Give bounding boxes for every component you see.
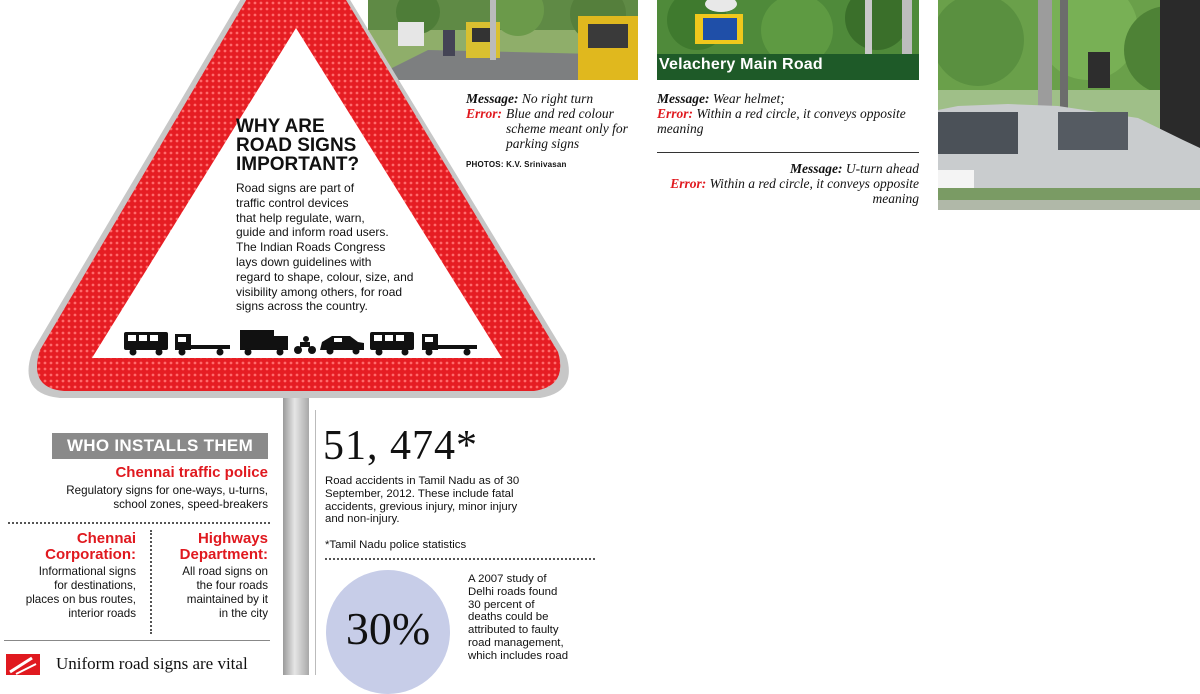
sign-body-line: signs across the country. <box>236 299 368 314</box>
who-bottom-rule <box>4 640 270 641</box>
error-text: Within a red circle, it conveys opposite meaning <box>657 106 906 136</box>
sign-title-line-1: WHY ARE <box>236 116 325 137</box>
message-text: Wear helmet; <box>712 91 785 106</box>
study-line: deaths could be <box>468 611 549 624</box>
tow-truck-icon <box>175 334 230 356</box>
chennai-corporation-heading <box>4 531 136 563</box>
study-line: road management, <box>468 636 564 649</box>
message-text: U-turn ahead <box>845 161 919 176</box>
sign-caption-velachery: Velachery Main Road <box>659 56 823 73</box>
hwy-line: maintained by it <box>186 593 268 606</box>
accidents-line: Road accidents in Tamil Nadu as of 30 <box>325 475 520 487</box>
corp-line: interior roads <box>68 607 136 620</box>
accidents-line: September, 2012. These include fatal <box>325 487 514 500</box>
sign-body-line: visibility among others, for road <box>236 284 403 299</box>
stats-left-rule <box>315 410 316 675</box>
hwy-line: All road signs on <box>182 565 268 578</box>
study-line: A 2007 study of <box>468 573 547 585</box>
accidents-description <box>325 475 595 526</box>
truck-icon <box>240 330 288 356</box>
red-logo-icon <box>6 654 40 675</box>
error-label: Error: <box>466 106 503 121</box>
photo-wear-helmet <box>657 0 919 80</box>
caption-u-turn <box>657 161 919 206</box>
corporation-description <box>4 565 136 621</box>
bus-icon <box>370 332 414 356</box>
sign-title-line-2: ROAD SIGNS <box>236 135 357 156</box>
car-icon <box>320 336 364 355</box>
sign-body <box>236 181 466 314</box>
chennai-traffic-police-heading: Chennai traffic police <box>115 464 268 481</box>
who-installs-heading: WHO INSTALLS THEM <box>52 433 268 459</box>
message-label: Message: <box>657 91 710 106</box>
caption-wear-helmet <box>657 91 919 136</box>
corp-line: places on bus routes, <box>25 593 136 606</box>
police-line: Regulatory signs for one-ways, u-turns, <box>66 484 268 497</box>
who-divider <box>8 522 270 524</box>
sign-title-line-3: IMPORTANT? <box>236 154 360 175</box>
accidents-number: 51, 474* <box>323 423 478 469</box>
bus-icon <box>124 332 168 356</box>
tow-truck-icon <box>422 334 477 356</box>
police-line: school zones, speed-breakers <box>113 498 268 511</box>
hwy-name-line: Department: <box>179 546 268 563</box>
highways-department-heading <box>152 531 268 563</box>
police-description <box>10 484 268 512</box>
study-line: attributed to faulty <box>468 624 559 637</box>
accidents-line: and non-injury. <box>325 513 400 526</box>
study-description <box>468 573 598 663</box>
corp-name-line: Chennai <box>76 530 136 547</box>
photo-credit: PHOTOS: K.V. Srinivasan <box>466 160 567 169</box>
accidents-footnote: *Tamil Nadu police statistics <box>325 539 467 551</box>
footer-headline: Uniform road signs are vital <box>56 654 248 673</box>
motorcycle-icon <box>294 336 316 354</box>
error-label: Error: <box>670 176 707 191</box>
sign-pole <box>283 395 309 675</box>
sign-body-line: The Indian Roads Congress <box>236 240 386 255</box>
sign-body-line: guide and inform road users. <box>236 225 389 240</box>
percent-value: 30% <box>345 603 431 654</box>
sign-body-line: that help regulate, warn, <box>236 210 365 225</box>
warning-triangle-sign <box>0 0 590 410</box>
hwy-line: in the city <box>219 607 268 620</box>
hwy-name-line: Highways <box>197 530 268 547</box>
error-text: Within a red circle, it conveys opposite meaning <box>709 176 919 206</box>
message-label: Message: <box>466 91 519 106</box>
accidents-line: accidents, grevious injury, minor injury <box>325 500 518 513</box>
study-line: 30 percent of <box>468 598 535 611</box>
corp-name-line: Corporation: <box>45 546 136 563</box>
error-label: Error: <box>657 106 694 121</box>
error-text: Blue and red colour scheme meant only for parking signs <box>506 106 628 151</box>
sign-body-line: traffic control devices <box>236 195 349 210</box>
message-label: Message: <box>790 161 843 176</box>
caption-divider <box>657 152 919 153</box>
corp-line: for destinations, <box>54 579 136 592</box>
message-text: No right turn <box>521 91 594 106</box>
study-line: Delhi roads found <box>468 585 558 598</box>
corp-line: Informational signs <box>38 565 136 578</box>
sign-body-line: Road signs are part of <box>236 181 355 195</box>
vehicles-row <box>120 328 490 358</box>
highways-description <box>152 565 268 621</box>
sign-body-line: regard to shape, colour, size, and <box>236 269 414 284</box>
study-line: which includes road <box>468 649 569 662</box>
photo-u-turn <box>938 0 1200 210</box>
hwy-line: the four roads <box>196 579 268 592</box>
sign-body-line: lays down guidelines with <box>236 254 372 269</box>
stats-divider <box>325 558 595 560</box>
sign-title <box>236 117 359 174</box>
